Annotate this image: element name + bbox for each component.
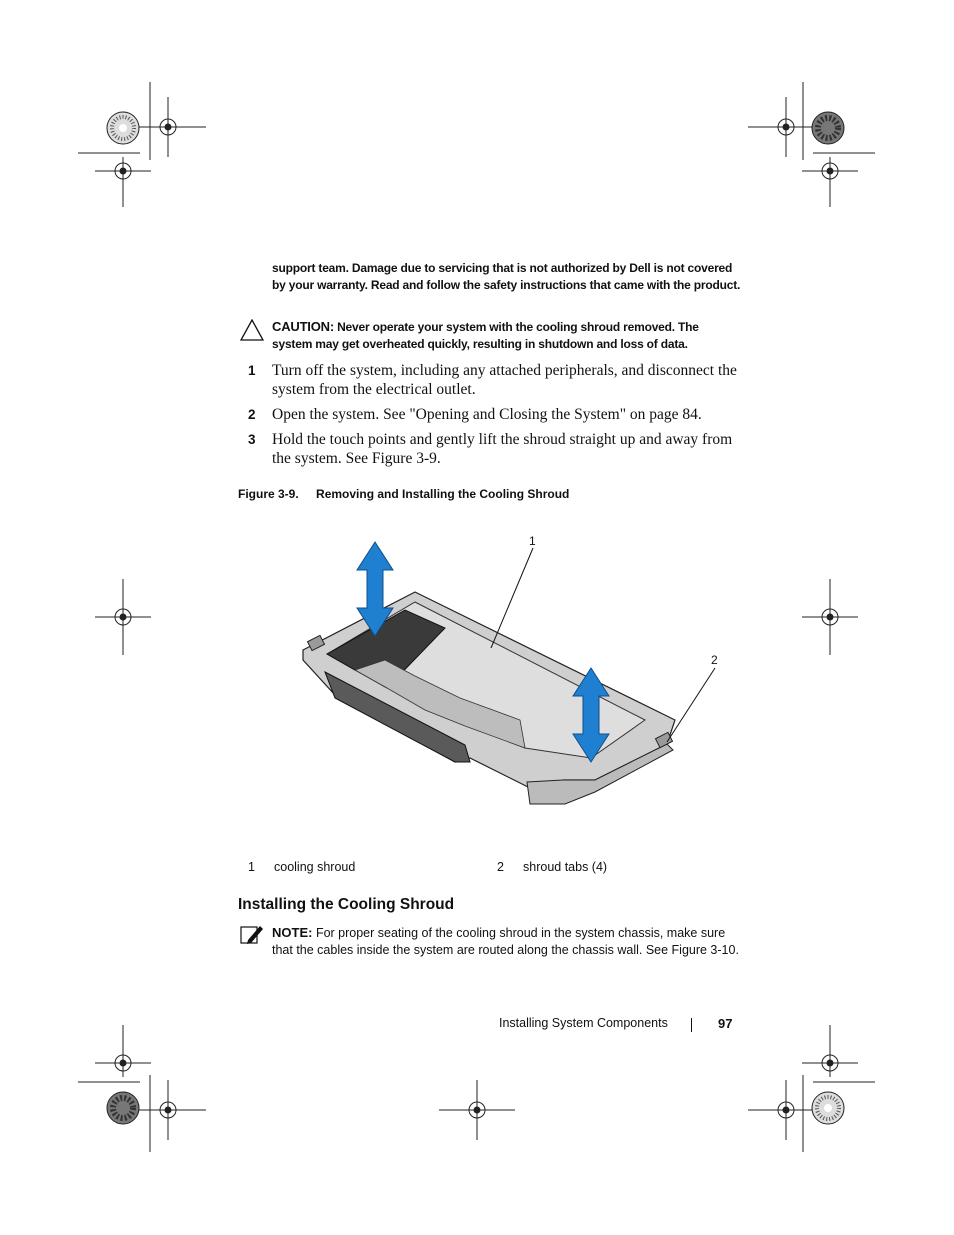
legend-number: 1	[248, 860, 255, 874]
note-body: For proper seating of the cooling shroud in the system chassis, make sure that the cables inside the system are routed along the chassis wall. See Figure 3-10.	[272, 926, 739, 957]
step-text: Open the system. See "Opening and Closing the System" on page 84.	[272, 406, 702, 423]
step-text: Turn off the system, including any attached peripherals, and disconnect the system from the electrical outlet.	[272, 362, 737, 398]
page-number: 97	[718, 1016, 733, 1031]
section-heading: Installing the Cooling Shroud	[238, 896, 455, 913]
callout-1-label: 1	[529, 534, 536, 548]
note-pencil-icon	[240, 924, 264, 946]
step-text: Hold the touch points and gently lift the shroud straight up and away from the system. See Figure 3-9.	[272, 431, 733, 467]
cooling-shroud-illustration	[295, 530, 735, 830]
step-number: 3	[248, 432, 256, 447]
footer-divider	[691, 1018, 692, 1032]
figure-number: Figure 3-9.	[238, 487, 299, 501]
step-number: 1	[248, 363, 256, 378]
figure-caption	[238, 487, 569, 501]
legend-label: cooling shroud	[274, 860, 356, 874]
note-label: NOTE:	[272, 925, 313, 940]
legend-number: 2	[497, 860, 504, 874]
figure-title: Removing and Installing the Cooling Shroud	[316, 487, 570, 501]
caution-label: CAUTION:	[272, 319, 334, 334]
callout-leader-1	[491, 548, 533, 648]
legend-label: shroud tabs (4)	[523, 860, 608, 874]
note-text	[272, 924, 742, 959]
footer-section-title: Installing System Components	[499, 1016, 668, 1030]
callout-2-label: 2	[711, 653, 718, 667]
callout-leader-2	[667, 668, 715, 742]
caution-triangle-icon	[240, 319, 264, 341]
caution-body: Never operate your system with the cooling shroud removed. The system may get overheated quickly, resulting in shutdown and loss of data.	[272, 320, 699, 351]
warning-continuation-text: support team. Damage due to servicing that is not authorized by Dell is not covered by your warranty. Read and follow the safety instructions that came with the product.	[272, 261, 741, 292]
caution-text	[272, 318, 742, 353]
step-number: 2	[248, 407, 256, 422]
